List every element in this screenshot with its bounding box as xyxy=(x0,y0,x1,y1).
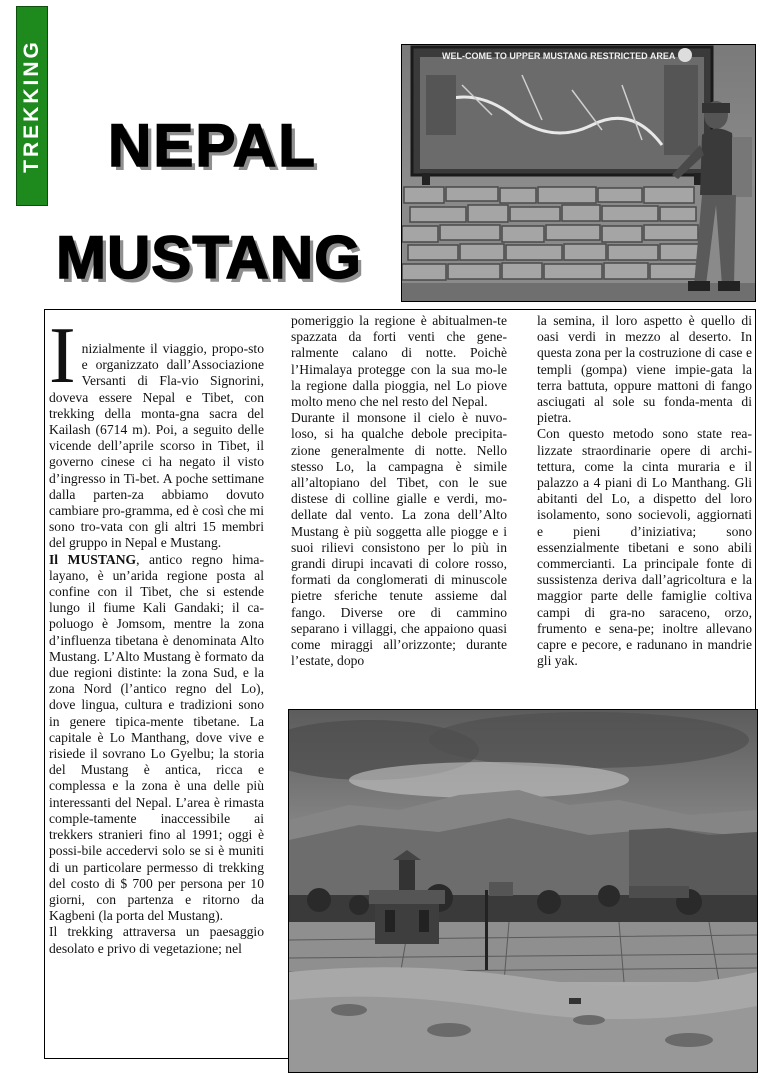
paragraph-architecture: Con questo metodo sono state rea-lizzate straordinarie opere di archi-tettura, come la cinta muraria e il palazzo a 4 piani di Lo Manthang. Gli abitanti del Lo, a dispetto del loro isolamento, sono socievoli, aggiornati e pieni d’iniziativa; sono essenzialmente tibetani e sono abili commercianti. La principale fonte di sussistenza deriva dall’agricoltura e la maggior parte delle famiglie coltiva campi di gra-no saraceno, orzo, frumento e sena-pe; inoltre allevano capre e pecore, e radunano in mandrie gli yak. xyxy=(537,426,752,669)
paragraph-mustang-body: , antico regno hima-layano, è un’arida regione posta al confine con il Tibet, che si estende lungo il fiume Kali Gandaki; il ca-poluogo è Jomsom, mentre la zona d’influenza tibetana è denominata Alto Mustang. L’Alto Mustang è formato da due regioni distinte: la zona Sud, e la zona Nord (l’antico regno del Lo), dove lingua, cultura e tradizioni sono in genere tipica-mente tibetane. La capitale è Lo Manthang, dove vive e risiede il sovrano Lo Gyelbu; la storia del Mustang è antica, ricca e complessa e la zona è una delle più interessanti del Nepal. L’area è rimasta comple-tamente inaccessibile ai trekkers stranieri fino al 1991; oggi è possi-bile accedervi solo se si è muniti di un particolare permesso di trekking del costo di $ 700 per persona per 10 giorni, con partenza e ritorno da Kagbeni (la porta del Mustang). xyxy=(49,551,264,924)
paragraph-wind: pomeriggio la regione è abitualmen-te spazzata da forti venti che gene-ralmente calano di notte. Poichè l’Himalaya protegge con la sua mo-le la regione dalla pioggia, nel Lo piove molto meno che nel resto del Nepal. xyxy=(291,313,507,410)
article-column-1 xyxy=(49,312,264,1058)
paragraph-monsoon: Durante il monsone il cielo è nuvo-loso, si ha qualche debole precipita-zione generalmente di notte. Nello stesso Lo, la campagna è simile all’altopiano del Tibet, con le sue distese di colline gialle e verdi, mo-dellate dal vento. La zona dell’Alto Mustang è più soggetta alle piogge e i suoi rilievi consistono per lo più in grandi dirupi incavati di colore rosso, formati da conglomerati di minuscole pietre sferiche tenute assieme dal fango. Diverse ore di cammino separano i villaggi, che appaiono quasi come miraggi all’orizzonte; durante l’estate, dopo xyxy=(291,410,507,669)
photo-trekker-at-sign xyxy=(401,44,756,302)
paragraph-mustang-lead: Il MUSTANG xyxy=(49,551,137,567)
article-column-3 xyxy=(537,313,752,693)
paragraph-mustang xyxy=(49,552,264,925)
paragraph-oases: la semina, il loro aspetto è quello di oasi verdi in mezzo al deserto. In questa zona per la costruzione di case e templi (gompa) viene impie-gata la terra battuta, oppure mattoni di fango asciugati al sole su fonda-menta di pietra. xyxy=(537,313,752,426)
sign-text: WEL-COME TO UPPER MUSTANG RESTRICTED AREA xyxy=(442,51,676,61)
title-line-2: MUSTANG xyxy=(56,224,362,291)
title-line-1: NEPAL xyxy=(108,112,317,179)
section-tag xyxy=(16,6,48,206)
article-column-2 xyxy=(291,313,507,703)
photo-mustang-landscape xyxy=(288,709,758,1073)
drop-cap: I xyxy=(49,312,76,400)
paragraph-trekking: Il trekking attraversa un paesaggio desolato e privo di vegetazione; nel xyxy=(49,924,264,956)
paragraph-intro: nizialmente il viaggio, propo-sto e organizzato dall’Associazione Versanti di Fla-vio Signorini, doveva essere Nepal e Tibet, con trekking della monta-gna sacra del Kailash (6714 m). Poi, a seguito delle vicende dell’aprile scorso in Tibet, il governo cinese ci ha negato il visto d’ingresso in Ti-bet. A poche settimane dalla parten-za abbiamo dovuto cambiare pro-gramma, ed è così che mi sono tro-vata con gli altri 15 membri del gruppo in Nepal e Mustang. xyxy=(49,341,264,551)
section-tag-label: TREKKING xyxy=(20,39,43,173)
